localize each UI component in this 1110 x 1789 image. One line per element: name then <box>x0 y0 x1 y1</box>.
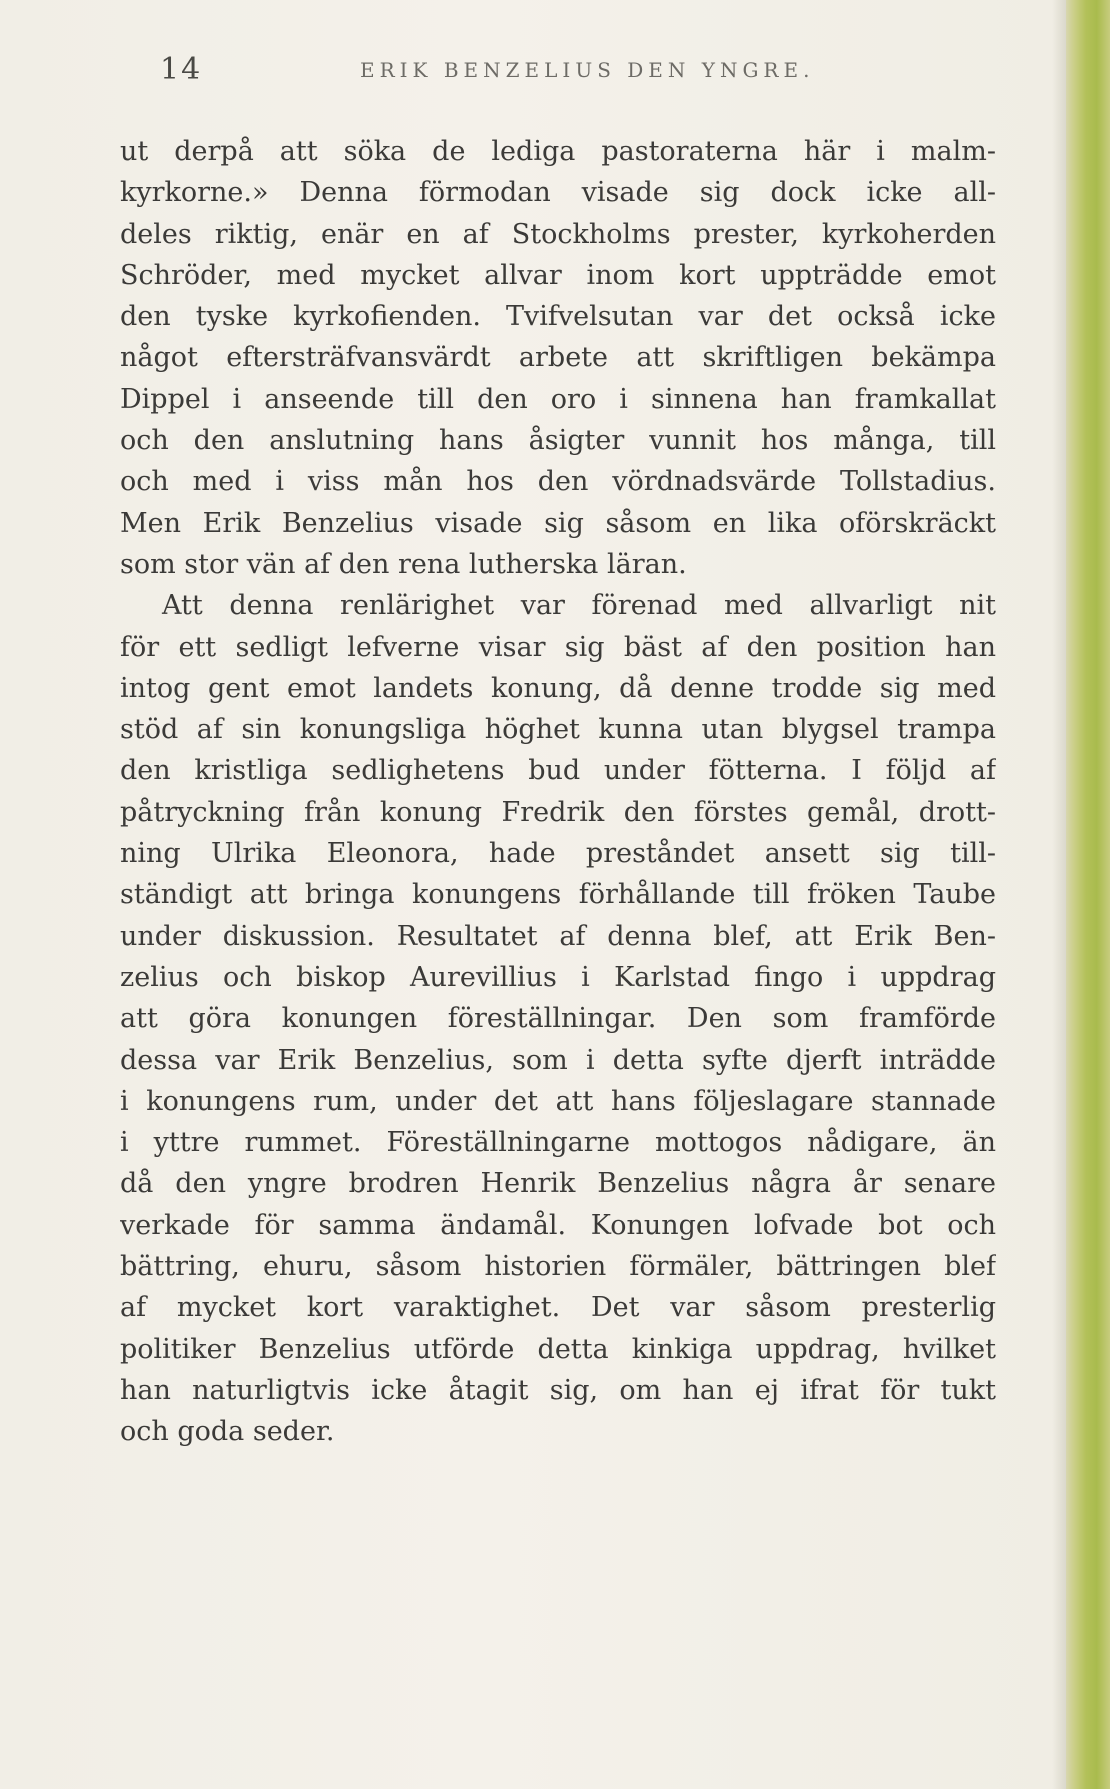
text-line: bättring, ehuru, såsom historien förmäler, bättringen blef <box>120 1251 996 1283</box>
text-line: politiker Benzelius utförde detta kinkiga uppdrag, hvilket <box>120 1333 996 1365</box>
text-line: verkade för samma ändamål. Konungen lofvade bot och <box>120 1209 996 1241</box>
text-line: deles riktig, enär en af Stockholms prester, kyrkoherden <box>120 218 996 250</box>
gutter-shadow <box>1052 0 1066 1789</box>
text-line: att göra konungen föreställningar. Den som framförde <box>120 1003 996 1035</box>
text-line: Att denna renlärighet var förenad med allvarligt nit <box>162 590 996 622</box>
body-text <box>120 131 996 1453</box>
text-line: af mycket kort varaktighet. Det var såsom presterlig <box>120 1292 996 1324</box>
text-line: stöd af sin konungsliga höghet kunna utan blygsel trampa <box>120 714 996 746</box>
running-title: ERIK BENZELIUS DEN YNGRE. <box>360 58 815 82</box>
text-line: intog gent emot landets konung, då denne trodde sig med <box>120 672 996 704</box>
text-line: i konungens rum, under det att hans följeslagare stannade <box>120 1085 996 1117</box>
text-line: då den yngre brodren Henrik Benzelius några år senare <box>120 1168 996 1200</box>
text-line: den kristliga sedlighetens bud under fötterna. I följd af <box>120 755 996 787</box>
text-line: kyrkorne.» Denna förmodan visade sig dock icke all- <box>120 177 996 209</box>
text-line: Schröder, med mycket allvar inom kort uppträdde emot <box>120 259 996 291</box>
text-line: och med i viss mån hos den vördnadsvärde Tollstadius. <box>120 466 996 498</box>
text-line: dessa var Erik Benzelius, som i detta syfte djerft inträdde <box>120 1044 996 1076</box>
text-line: något eftersträfvansvärdt arbete att skriftligen bekämpa <box>120 342 996 374</box>
book-spine-edge <box>1066 0 1110 1789</box>
text-line: för ett sedligt lefverne visar sig bäst af den position han <box>120 631 996 663</box>
text-line: i yttre rummet. Föreställningarne mottogos nådigare, än <box>120 1127 996 1159</box>
text-line: under diskussion. Resultatet af denna blef, att Erik Ben- <box>120 920 996 952</box>
text-line: som stor vän af den rena lutherska läran. <box>120 548 687 580</box>
text-line: ning Ulrika Eleonora, hade preståndet ansett sig till- <box>120 838 996 870</box>
text-line: han naturligtvis icke åtagit sig, om han ej ifrat för tukt <box>120 1374 996 1406</box>
text-line: ut derpå att söka de lediga pastoraterna här i malm- <box>120 136 996 167</box>
text-line: ständigt att bringa konungens förhållande till fröken Taube <box>120 879 996 911</box>
text-line: Men Erik Benzelius visade sig såsom en lika oförskräckt <box>120 507 996 539</box>
running-head <box>160 52 1020 92</box>
text-line: Dippel i anseende till den oro i sinnena han framkallat <box>120 383 996 415</box>
page-number: 14 <box>160 52 203 87</box>
text-line: och goda seder. <box>120 1416 335 1448</box>
text-line: zelius och biskop Aurevillius i Karlstad fingo i uppdrag <box>120 961 996 993</box>
text-line: och den anslutning hans åsigter vunnit hos många, till <box>120 425 996 457</box>
text-line: påtryckning från konung Fredrik den förstes gemål, drott- <box>120 796 996 828</box>
text-line: den tyske kyrkofienden. Tvifvelsutan var det också icke <box>120 301 996 333</box>
